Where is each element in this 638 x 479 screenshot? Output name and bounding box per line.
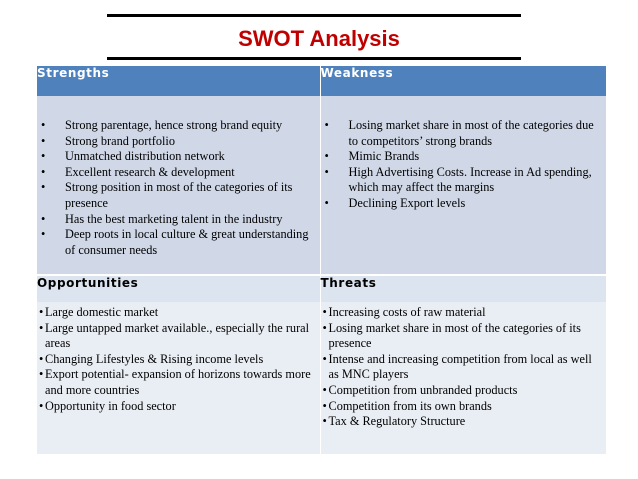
opportunities-list xyxy=(37,302,320,414)
list-item: • Unmatched distribution network xyxy=(41,149,312,165)
opportunities-cell xyxy=(37,302,320,454)
list-item: • Large domestic market xyxy=(39,305,314,321)
list-item: • Mimic Brands xyxy=(325,149,599,165)
list-item: • Competition from unbranded products xyxy=(323,383,601,399)
list-item: • Strong brand portfolio xyxy=(41,134,312,150)
list-item: • Opportunity in food sector xyxy=(39,399,314,415)
list-item: • Losing market share in most of the categories due to competitors’ strong brands xyxy=(325,118,599,149)
list-item: • Declining Export levels xyxy=(325,196,599,212)
threats-cell xyxy=(320,302,606,454)
threats-heading: Threats xyxy=(320,275,606,302)
list-item: • Strong position in most of the categories of its presence xyxy=(41,180,312,211)
list-item: • High Advertising Costs. Increase in Ad spending, which may affect the margins xyxy=(325,165,599,196)
list-item: • Intense and increasing competition from local as well as MNC players xyxy=(323,352,601,383)
strengths-list xyxy=(37,96,320,258)
list-item: • Export potential- expansion of horizons towards more and more countries xyxy=(39,367,314,398)
list-item: • Increasing costs of raw material xyxy=(323,305,601,321)
opportunities-heading: Opportunities xyxy=(37,275,320,302)
weakness-heading: Weakness xyxy=(320,66,606,96)
list-item: • Losing market share in most of the categories of its presence xyxy=(323,321,601,352)
list-item: • Large untapped market available., especially the rural areas xyxy=(39,321,314,352)
top-rule xyxy=(107,14,521,17)
bottom-rule xyxy=(107,57,521,60)
weakness-cell xyxy=(320,96,606,275)
page-title: SWOT Analysis xyxy=(238,26,400,51)
list-item: • Strong parentage, hence strong brand equity xyxy=(41,118,312,134)
list-item: • Has the best marketing talent in the industry xyxy=(41,212,312,228)
strengths-cell xyxy=(37,96,320,275)
strengths-heading: Strengths xyxy=(37,66,320,96)
list-item: • Excellent research & development xyxy=(41,165,312,181)
list-item: • Deep roots in local culture & great understanding of consumer needs xyxy=(41,227,312,258)
threats-list xyxy=(321,302,607,430)
weakness-list xyxy=(321,96,607,212)
list-item: • Changing Lifestyles & Rising income levels xyxy=(39,352,314,368)
list-item: • Competition from its own brands xyxy=(323,399,601,415)
list-item: • Tax & Regulatory Structure xyxy=(323,414,601,430)
swot-table xyxy=(37,66,606,454)
